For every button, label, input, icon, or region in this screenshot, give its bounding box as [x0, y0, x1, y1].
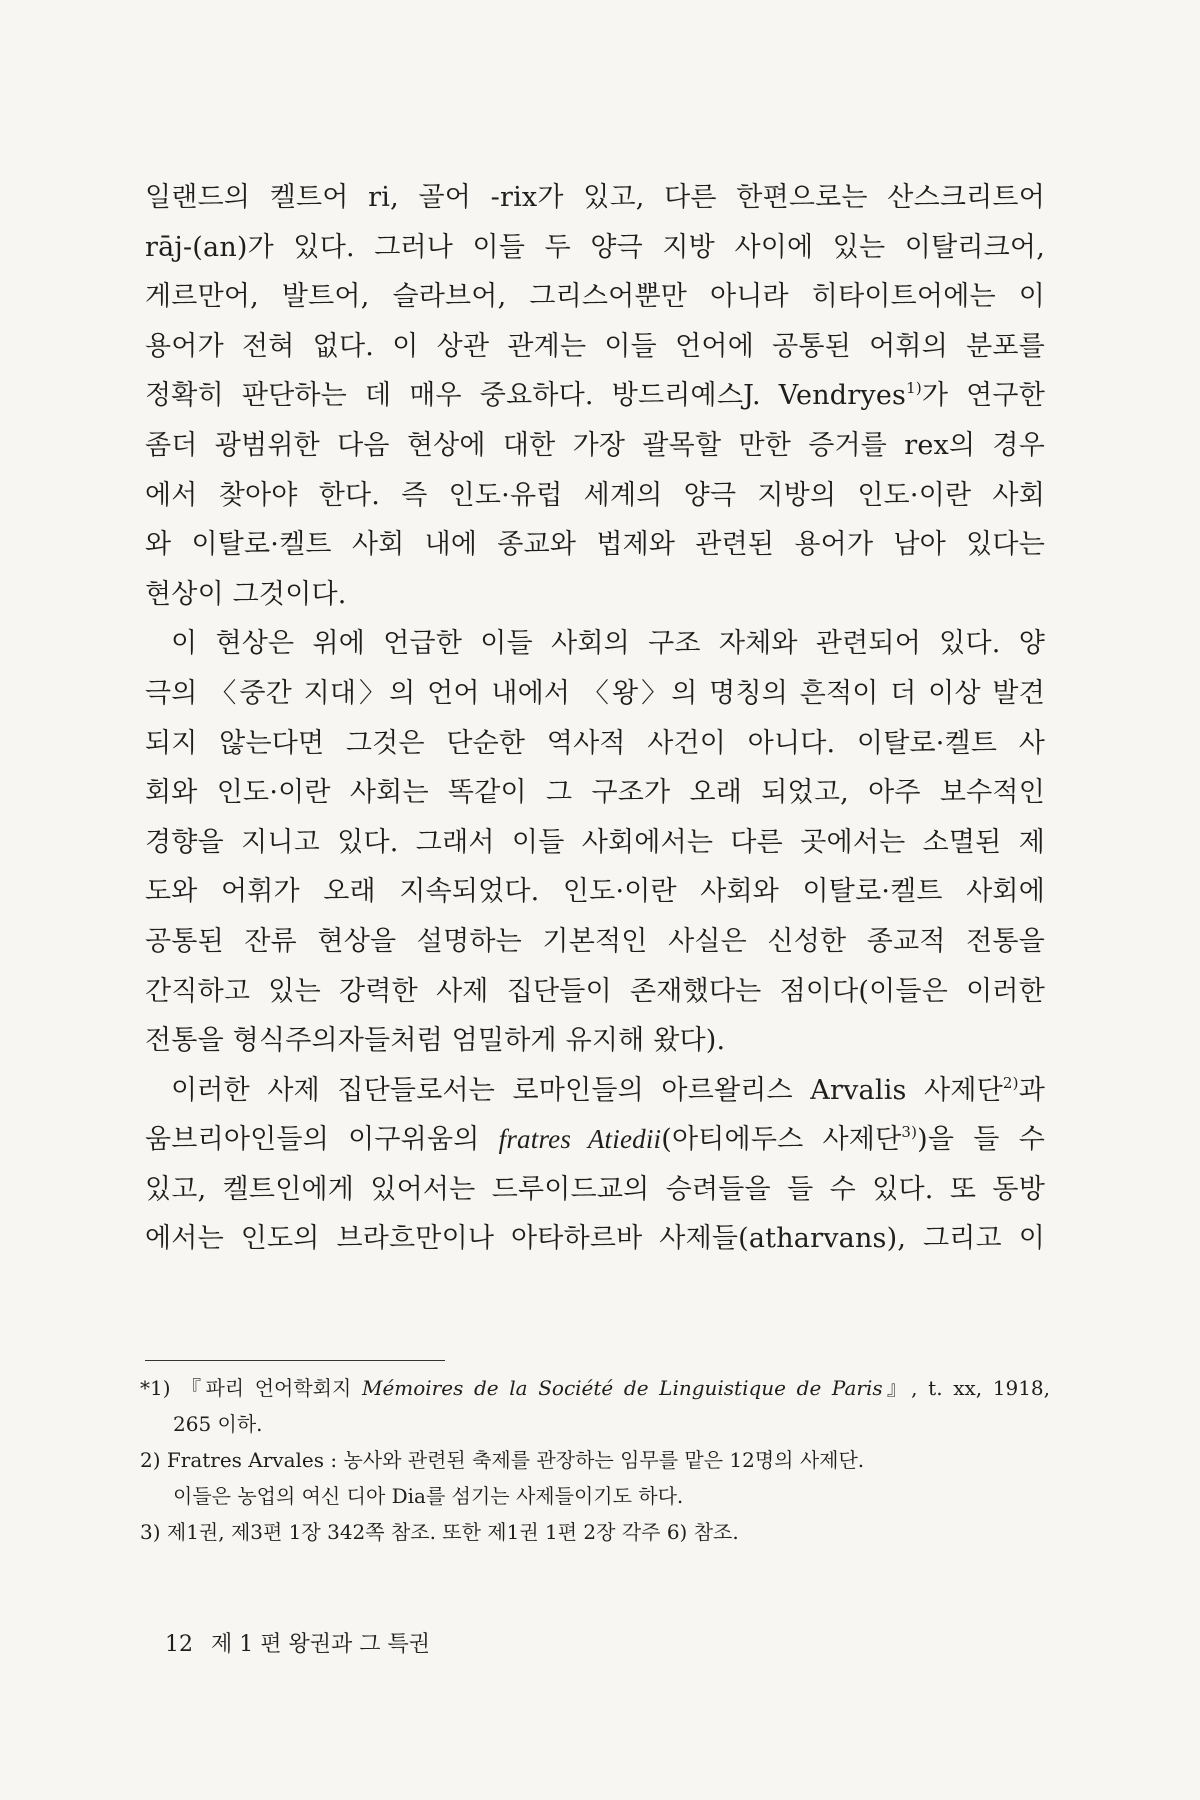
- text-line: [145, 371, 1045, 421]
- text-line: 게르만어, 발트어, 슬라브어, 그리스어뿐만 아니라 히타이트어에는 이: [145, 281, 1045, 313]
- text-line: 좀더 광범위한 다음 현상에 대한 가장 괄목할 만한 증거를 rex의 경우: [145, 429, 1045, 461]
- text-line: 현상이 그것이다.: [145, 578, 347, 610]
- text-segment: 가 연구한: [921, 380, 1045, 412]
- page-number: 12: [165, 1632, 193, 1657]
- footnote-3: 3) 제1권, 제3편 1장 342쪽 참조. 또한 제1권 1편 2장 각주 6) 참조.: [140, 1520, 739, 1544]
- footnote-marker: *1): [140, 1376, 171, 1400]
- text-line: 되지 않는다면 그것은 단순한 역사적 사건이 아니다. 이탈로·켈트 사: [145, 727, 1045, 759]
- text-segment: 이러한 사제 집단들로서는 로마인들의 아르왈리스 Arvalis 사제단: [171, 1074, 1003, 1106]
- text-line: 용어가 전혀 없다. 이 상관 관계는 이들 언어에 공통된 어휘의 분포를: [145, 330, 1045, 362]
- footnotes: [140, 1370, 1050, 1550]
- footnote-1-cont: 265 이하.: [173, 1412, 263, 1436]
- footnote-ref: 3): [901, 1123, 918, 1142]
- text-line: 경향을 지니고 있다. 그래서 이들 사회에서는 다른 곳에서는 소멸된 제: [145, 826, 1045, 858]
- text-line: [145, 1066, 1045, 1116]
- text-segment: 『파리 언어학회지: [181, 1376, 352, 1400]
- text-line: 도와 어휘가 오래 지속되었다. 인도·이란 사회와 이탈로·켈트 사회에: [145, 876, 1045, 908]
- text-segment: (아티에두스 사제단: [661, 1124, 902, 1156]
- text-line: 있고, 켈트인에게 있어서는 드루이드교의 승려들을 들 수 있다. 또 동방: [145, 1173, 1045, 1205]
- text-line: 에서 찾아야 한다. 즉 인도·유럽 세계의 양극 지방의 인도·이란 사회: [145, 479, 1045, 511]
- text-line: 전통을 형식주의자들처럼 엄밀하게 유지해 왔다).: [145, 1025, 726, 1057]
- journal-title: Mémoires de la Société de Linguistique de Paris: [361, 1376, 883, 1400]
- text-segment: 움브리아인들의 이구위움의: [145, 1124, 480, 1156]
- text-line: 간직하고 있는 강력한 사제 집단들이 존재했다는 점이다(이들은 이러한: [145, 975, 1045, 1007]
- footnote-2-cont: 이들은 농업의 여신 디아 Dia를 섬기는 사제들이기도 하다.: [173, 1484, 684, 1508]
- section-title: 제 1 편 왕권과 그 특권: [211, 1632, 430, 1657]
- footnote-2: 2) Fratres Arvales : 농사와 관련된 축제를 관장하는 임무를 맡은 12명의 사제단.: [140, 1448, 865, 1472]
- text-line: 공통된 잔류 현상을 설명하는 기본적인 사실은 신성한 종교적 전통을: [145, 925, 1045, 957]
- text-line: 극의 〈중간 지대〉의 언어 내에서 〈왕〉의 명칭의 흔적이 더 이상 발견: [145, 677, 1045, 709]
- footnote-ref: 2): [1002, 1073, 1019, 1092]
- text-line: 에서는 인도의 브라흐만이나 아타하르바 사제들(atharvans), 그리고 이: [145, 1223, 1045, 1255]
- text-segment: )을 들 수: [917, 1124, 1045, 1156]
- text-line: 이 현상은 위에 언급한 이들 사회의 구조 자체와 관련되어 있다. 양: [171, 628, 1045, 660]
- text-line: rāj-(an)가 있다. 그러나 이들 두 양극 지방 사이에 있는 이탈리크어,: [145, 231, 1045, 263]
- text-line: [145, 1115, 1045, 1165]
- footnote-divider: [145, 1360, 445, 1361]
- running-footer: [165, 1627, 430, 1658]
- footnote-1: [140, 1370, 1050, 1406]
- text-line: 와 이탈로·켈트 사회 내에 종교와 법제와 관련된 용어가 남아 있다는: [145, 529, 1045, 561]
- main-text: [145, 173, 1045, 1264]
- text-line: 회와 인도·이란 사회는 똑같이 그 구조가 오래 되었고, 아주 보수적인: [145, 777, 1045, 809]
- text-line: 일랜드의 켈트어 ri, 골어 -rix가 있고, 다른 한편으로는 산스크리트어: [145, 182, 1045, 213]
- footnote-ref: 1): [906, 379, 922, 398]
- text-segment: 정확히 판단하는 데 매우 중요하다. 방드리예스J. Vendryes: [145, 380, 907, 412]
- text-segment: 과: [1018, 1074, 1045, 1106]
- latin-term: fratres Atiedii: [498, 1124, 662, 1155]
- text-segment: 』, t. xx, 1918,: [882, 1376, 1050, 1400]
